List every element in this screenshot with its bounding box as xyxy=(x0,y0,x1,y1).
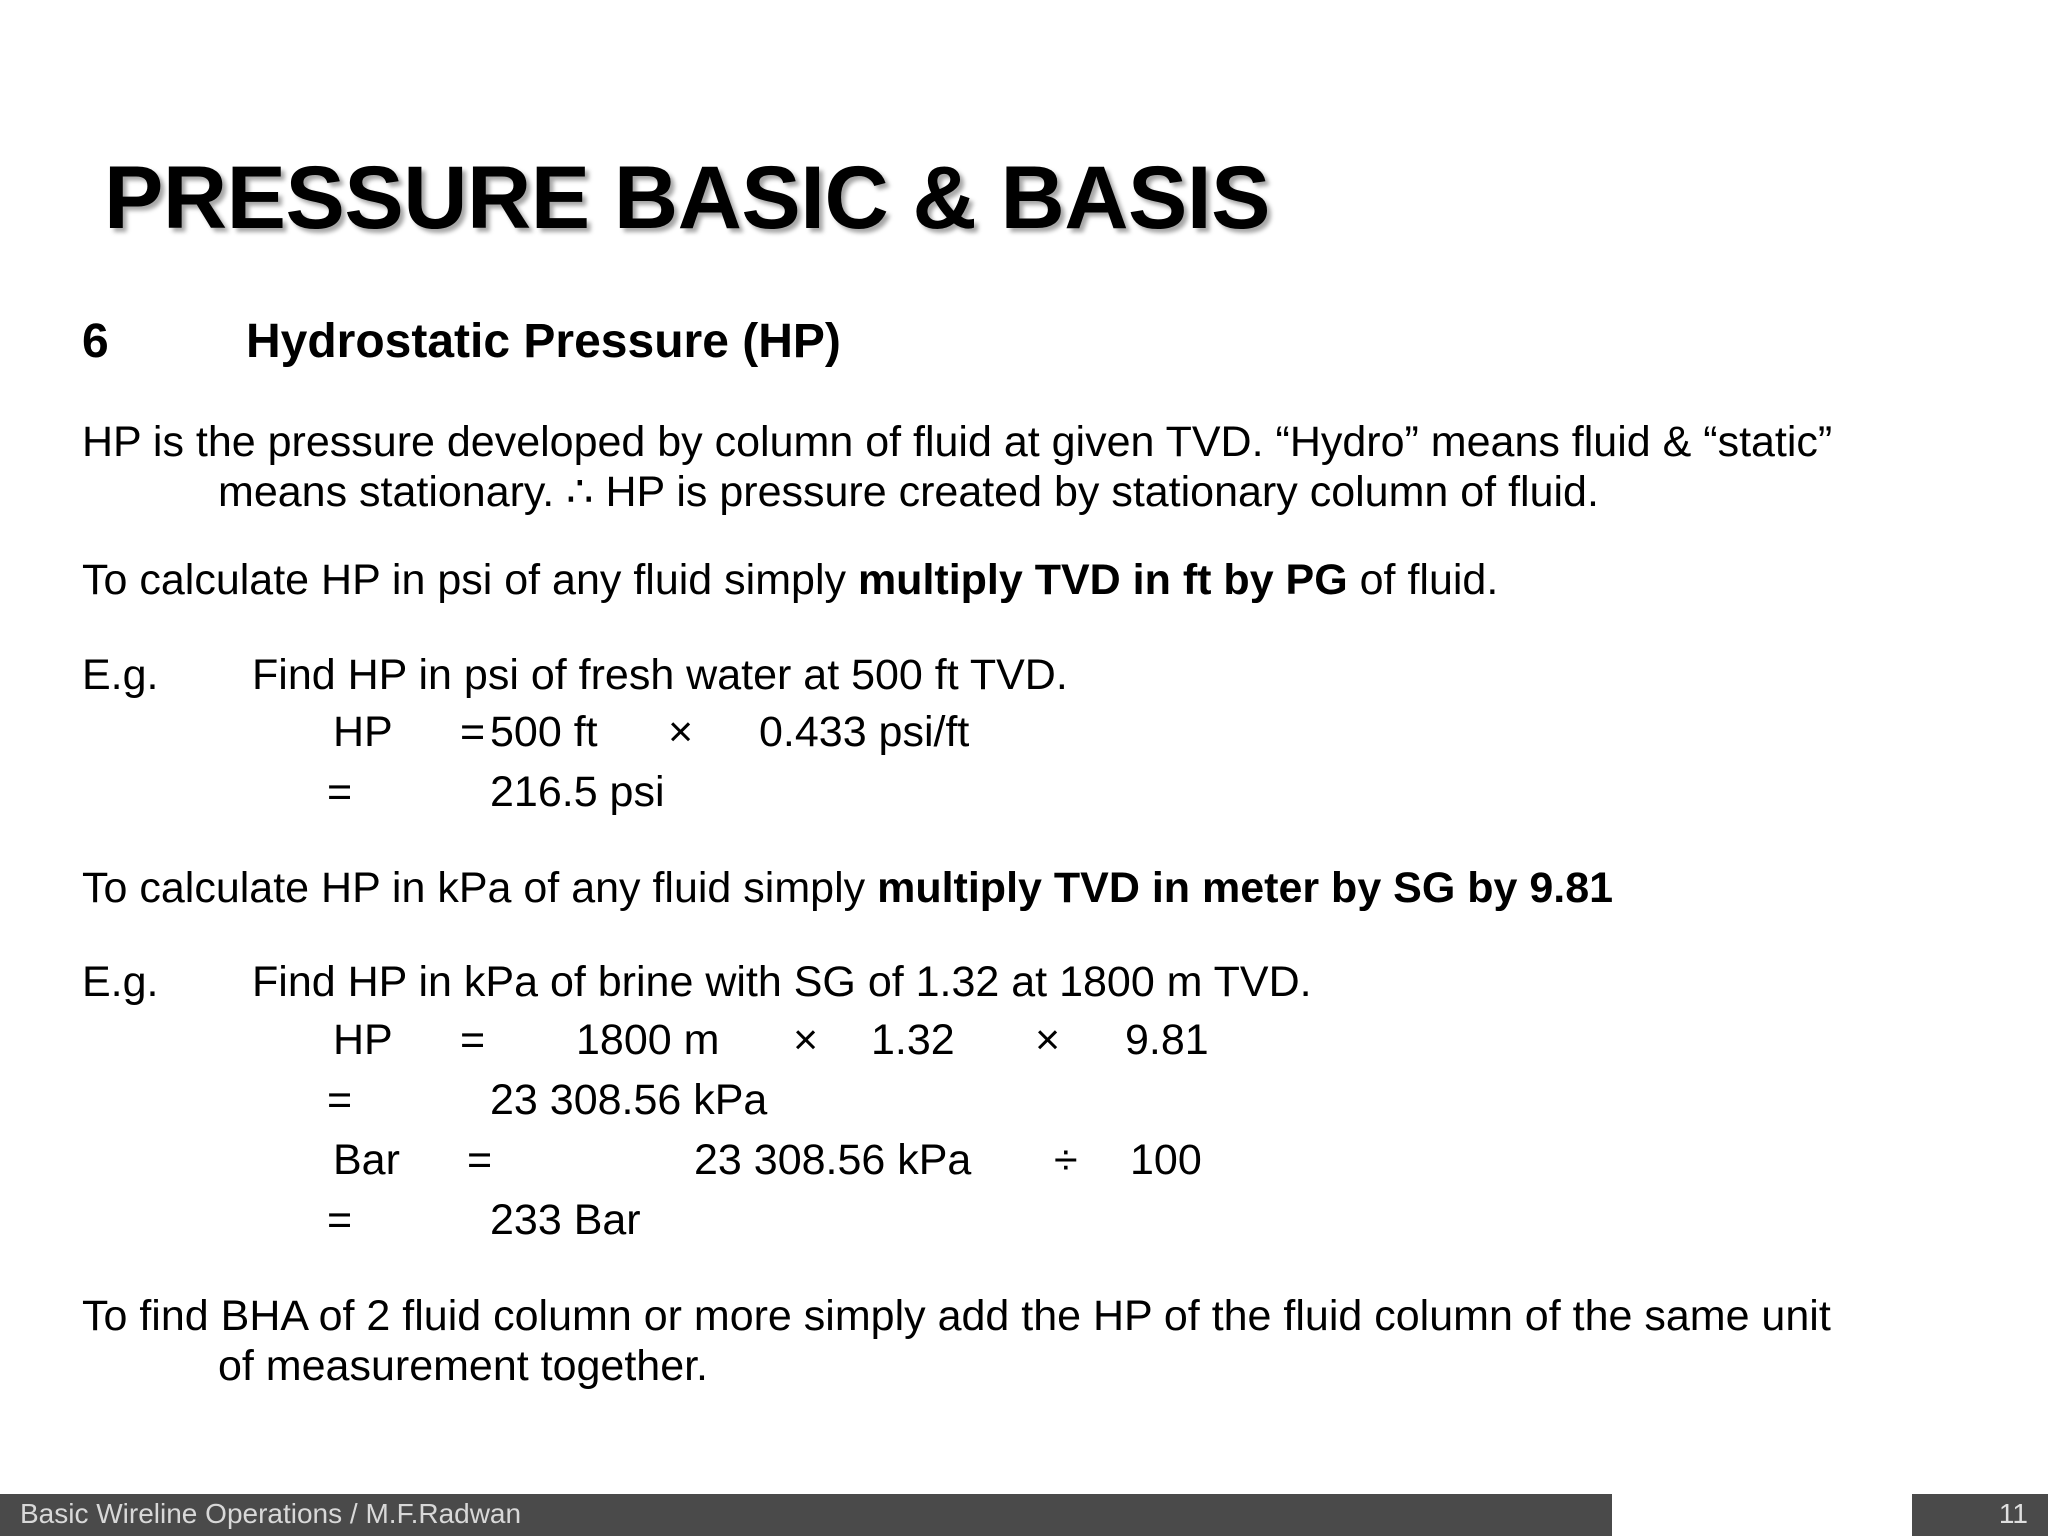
intro-line-1: HP is the pressure developed by column of fluid at given TVD. “Hydro” means fluid & “static” xyxy=(82,418,1833,466)
ex2-times-1: × xyxy=(793,1016,819,1064)
ex1-gradient: 0.433 psi/ft xyxy=(759,708,970,756)
ex2-bar-label: Bar xyxy=(333,1136,400,1184)
ex2-times-2: × xyxy=(1035,1016,1061,1064)
ex1-result: 216.5 psi xyxy=(490,768,665,816)
page-number: 11 xyxy=(1998,1498,2028,1529)
example2-label: E.g. xyxy=(82,958,159,1006)
ex2-equals: = xyxy=(460,1016,486,1064)
rule-psi xyxy=(82,555,1498,606)
example2-text: Find HP in kPa of brine with SG of 1.32 at 1800 m TVD. xyxy=(252,958,1312,1006)
ex2-result-bar: 233 Bar xyxy=(490,1196,641,1244)
rule-psi-text: To calculate HP in psi of any fluid simply xyxy=(82,556,858,604)
ex1-result-equals: = xyxy=(327,768,353,816)
footer-text: Basic Wireline Operations / M.F.Radwan xyxy=(20,1498,522,1529)
section-number: 6 xyxy=(82,315,109,368)
ex2-bar-equals: = xyxy=(467,1136,493,1184)
ex2-result-kpa: 23 308.56 kPa xyxy=(490,1076,768,1124)
ex2-hp-label: HP xyxy=(333,1016,393,1064)
ex1-hp-label: HP xyxy=(333,708,393,756)
ex2-depth: 1800 m xyxy=(576,1016,720,1064)
ex2-divide: ÷ xyxy=(1054,1136,1078,1184)
example1-label: E.g. xyxy=(82,651,159,699)
ex2-final-equals: = xyxy=(327,1196,353,1244)
ex2-result-equals: = xyxy=(327,1076,353,1124)
ex1-depth: 500 ft xyxy=(490,708,598,756)
rule-psi-tail: of fluid. xyxy=(1347,556,1499,604)
closing-line-2: of measurement together. xyxy=(218,1342,709,1390)
slide-title: PRESSURE BASIC & BASIS xyxy=(104,147,1270,247)
ex1-equals: = xyxy=(460,708,486,756)
rule-kpa-text: To calculate HP in kPa of any fluid simply xyxy=(82,864,878,912)
ex2-bar-kpa: 23 308.56 kPa xyxy=(694,1136,972,1184)
page-number-box xyxy=(1912,1494,2048,1536)
intro-line-2: means stationary. ∴ HP is pressure created by stationary column of fluid. xyxy=(218,468,1599,516)
example1-text: Find HP in psi of fresh water at 500 ft TVD. xyxy=(252,651,1068,699)
footer-bar xyxy=(0,1494,1612,1536)
section-title: Hydrostatic Pressure (HP) xyxy=(246,315,841,368)
ex1-times: × xyxy=(668,708,694,756)
rule-kpa-bold: multiply TVD in meter by SG by 9.81 xyxy=(877,864,1614,912)
rule-kpa xyxy=(82,863,1613,914)
ex2-divisor: 100 xyxy=(1130,1136,1202,1184)
rule-psi-bold: multiply TVD in ft by PG xyxy=(857,556,1348,604)
ex2-constant: 9.81 xyxy=(1125,1016,1209,1064)
closing-line-1: To find BHA of 2 fluid column or more simply add the HP of the fluid column of the same unit xyxy=(82,1292,1831,1340)
ex2-sg: 1.32 xyxy=(871,1016,955,1064)
